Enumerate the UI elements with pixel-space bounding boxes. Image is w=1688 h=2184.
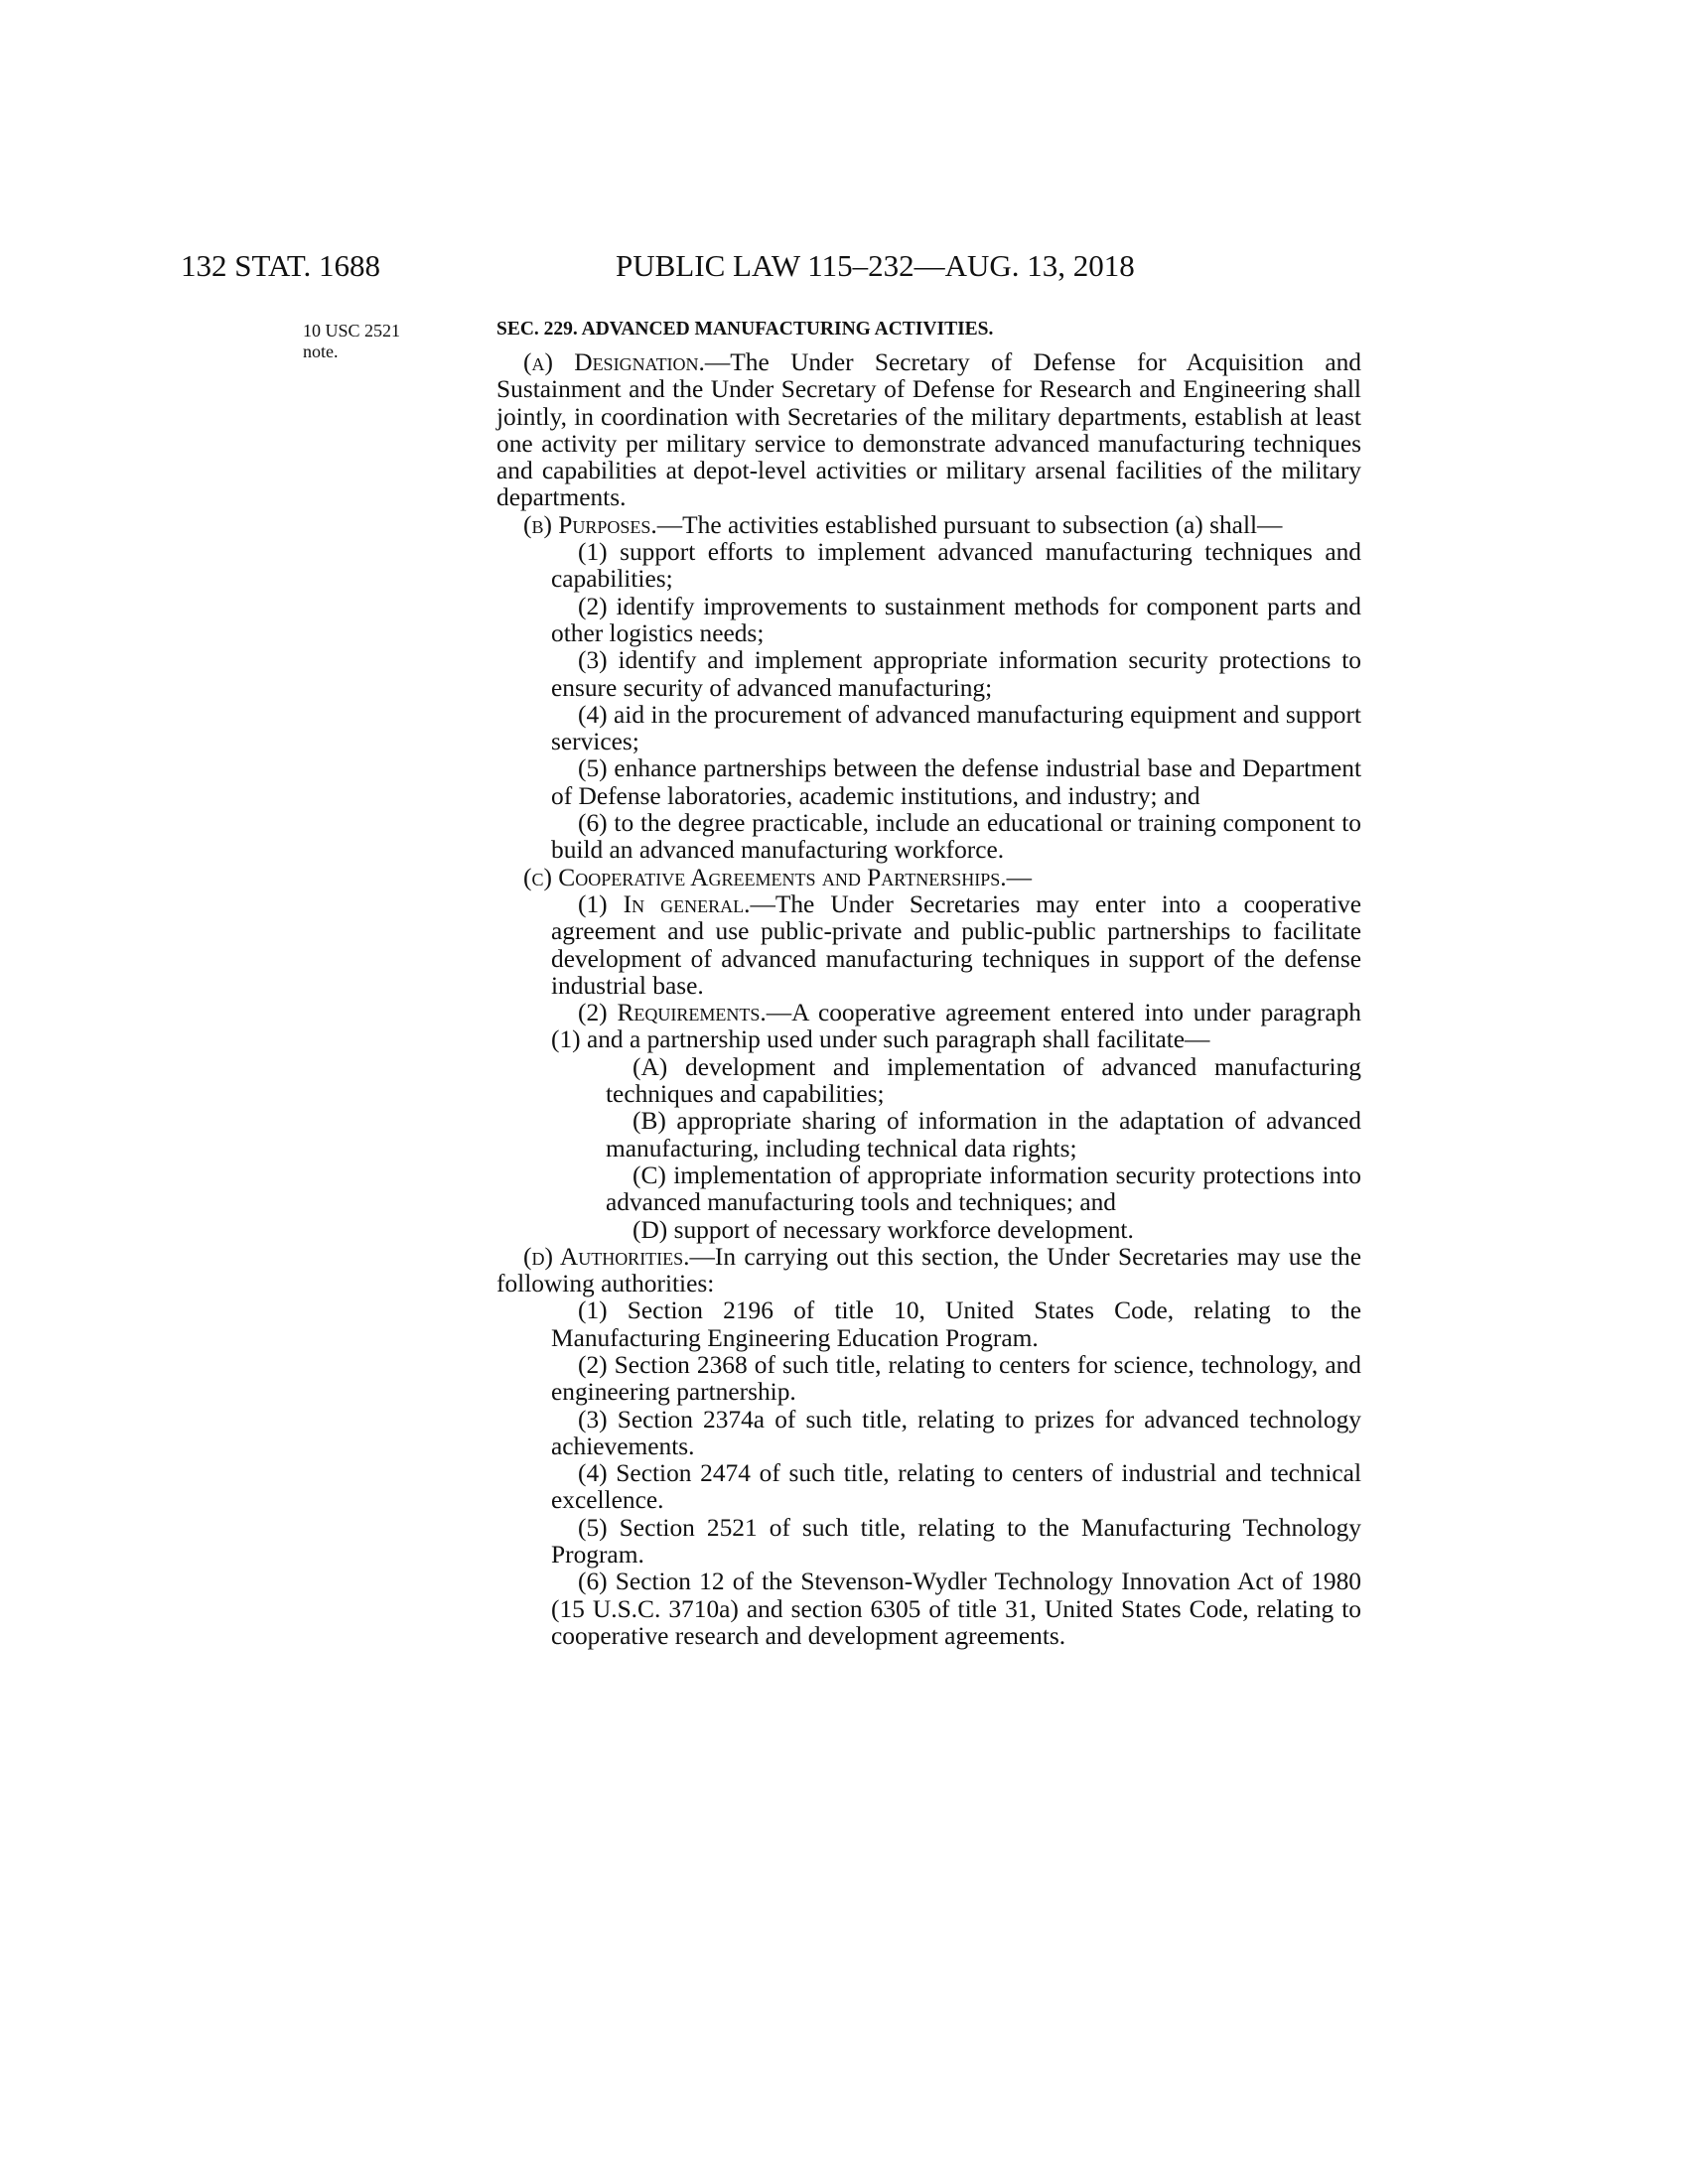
running-head [0, 248, 1688, 288]
paragraph-c2 [496, 1000, 1361, 1054]
requirement-item: (A) development and implementation of advanced manufacturing techniques and capabilities; [606, 1052, 1361, 1109]
authority-item: (4) Section 2474 of such title, relating to centers of industrial and technical excellence. [551, 1459, 1361, 1515]
margin-note-citation: 10 USC 2521 [303, 321, 401, 341]
stat-page-number: 132 STAT. 1688 [181, 248, 381, 283]
subsection-b-heading: (b) Purposes. [523, 510, 657, 539]
section-title: SEC. 229. ADVANCED MANUFACTURING ACTIVITIES. [496, 319, 994, 340]
subsection-a-text: —The Under Secretary of Defense for Acquisition and Sustainment and the Under Secretary of Defense for Research and Engineering shall jointly, in coordination with Secretaries of the military departments, establish at least one activity per military service to demonstrate advanced manufacturing techniques and capabilities at depot-level activities or military arsenal facilities of the military departments. [496, 348, 1361, 512]
purpose-item: (6) to the degree practicable, include an educational or training component to build an advanced manufacturing workforce. [551, 809, 1361, 865]
authority-item: (3) Section 2374a of such title, relating to prizes for advanced technology achievements. [551, 1405, 1361, 1460]
purpose-item: (5) enhance partnerships between the defense industrial base and Department of Defense laboratories, academic institutions, and industry; and [551, 754, 1361, 810]
paragraph-c1-heading: (1) In general. [578, 889, 751, 918]
subsection-a-heading: (a) Designation. [523, 348, 705, 376]
authority-item: (6) Section 12 of the Stevenson-Wydler Technology Innovation Act of 1980 (15 U.S.C. 3710a) and section 6305 of title 31, United States Code, relating to cooperative research and development agreements. [551, 1568, 1361, 1650]
paragraph-c2-heading: (2) Requirements. [578, 999, 767, 1027]
purpose-item: (4) aid in the procurement of advanced manufacturing equipment and support services; [551, 700, 1361, 756]
paragraph-c1-text: —The Under Secretaries may enter into a cooperative agreement and use public-private and public-public partnerships to facilitate development of advanced manufacturing techniques in support of the defense industrial base. [551, 889, 1361, 1000]
subsection-d [496, 1244, 1361, 1298]
margin-note-suffix: note. [303, 341, 339, 361]
requirement-item: (C) implementation of appropriate information security protections into advanced manufacturing tools and techniques; and [606, 1160, 1361, 1217]
purpose-item: (1) support efforts to implement advanced manufacturing techniques and capabilities; [551, 538, 1361, 594]
requirement-item: (D) support of necessary workforce development. [633, 1215, 1134, 1244]
subsection-c [496, 865, 1361, 891]
authority-item: (1) Section 2196 of title 10, United States Code, relating to the Manufacturing Engineering Education Program. [551, 1297, 1361, 1352]
section-body [496, 318, 1361, 1650]
subsection-a [496, 349, 1361, 512]
subsection-c-heading: (c) Cooperative Agreements and Partnerships.— [523, 863, 1032, 891]
paragraph-c1 [496, 891, 1361, 1000]
subsection-d-text: —In carrying out this section, the Under Secretaries may use the following authorities: [496, 1242, 1361, 1298]
purpose-item: (2) identify improvements to sustainment methods for component parts and other logistics needs; [551, 592, 1361, 647]
authority-item: (5) Section 2521 of such title, relating to the Manufacturing Technology Program. [551, 1513, 1361, 1570]
purpose-item: (3) identify and implement appropriate information security protections to ensure security of advanced manufacturing; [551, 646, 1361, 702]
public-law-heading: PUBLIC LAW 115–232—AUG. 13, 2018 [616, 248, 1135, 283]
requirement-item: (B) appropriate sharing of information in the adaptation of advanced manufacturing, including technical data rights; [606, 1107, 1361, 1162]
authority-item: (2) Section 2368 of such title, relating to centers for science, technology, and engineering partnership. [551, 1350, 1361, 1407]
subsection-b [496, 512, 1361, 539]
margin-note [303, 321, 472, 362]
subsection-b-text: —The activities established pursuant to subsection (a) shall— [656, 510, 1283, 539]
paragraph-c2-text: —A cooperative agreement entered into under paragraph (1) and a partnership used under such paragraph shall facilitate— [551, 999, 1361, 1054]
subsection-d-heading: (d) Authorities. [523, 1242, 690, 1271]
